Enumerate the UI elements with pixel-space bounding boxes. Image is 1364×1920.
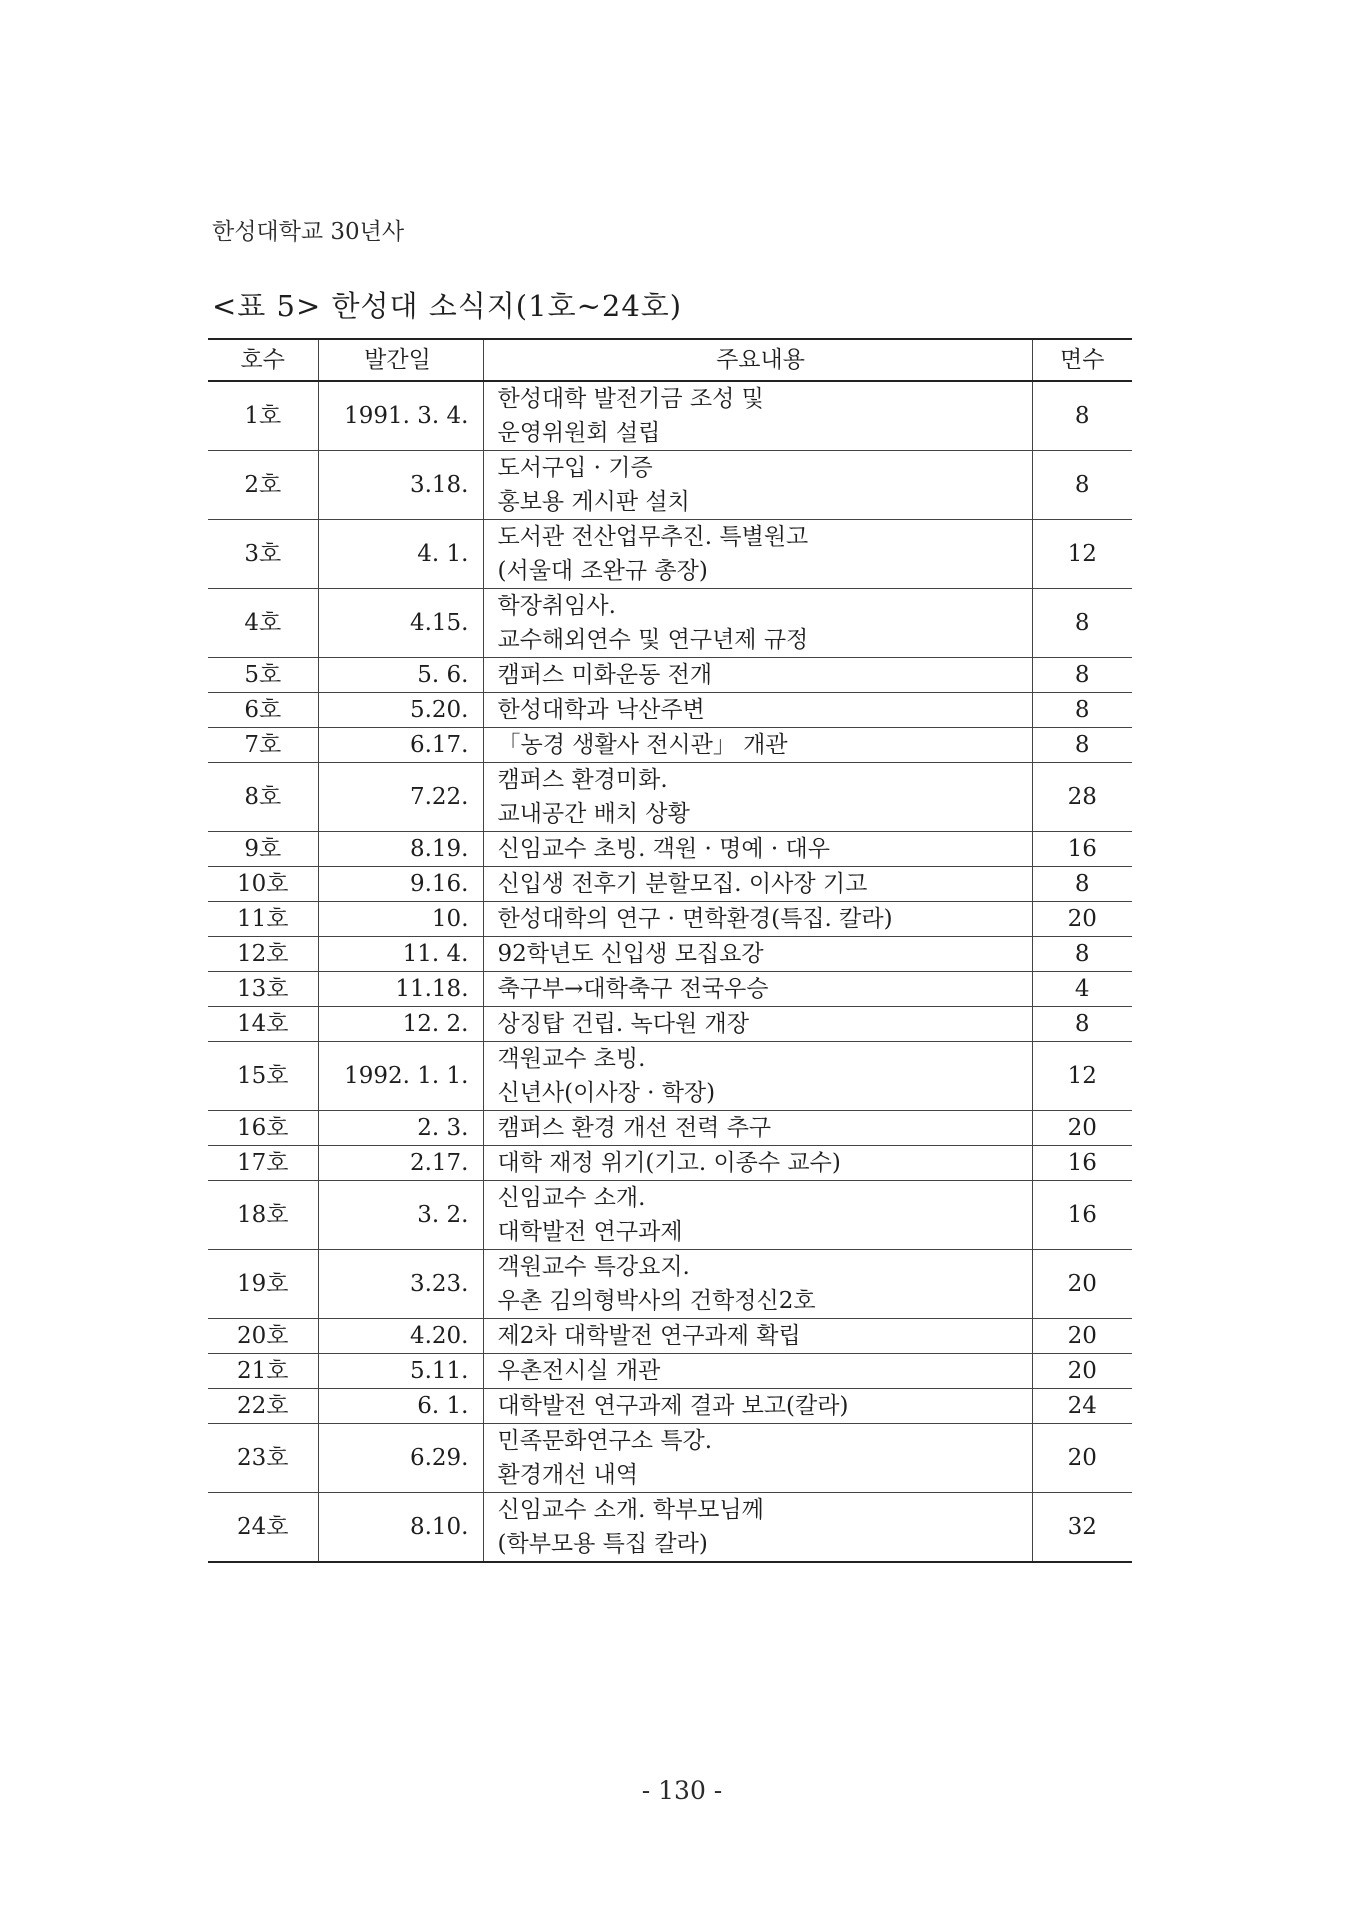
issue-content-cell bbox=[483, 1493, 1032, 1563]
issue-number-cell: 10호 bbox=[208, 867, 318, 902]
issue-number-cell: 12호 bbox=[208, 937, 318, 972]
content-line: (학부모용 특집 칼라) bbox=[497, 1531, 708, 1557]
issue-number-cell: 8호 bbox=[208, 763, 318, 832]
content-line: 축구부→대학축구 전국우승 bbox=[497, 976, 769, 1002]
issue-date-cell: 6. 1. bbox=[318, 1389, 483, 1424]
content-line: 한성대학의 연구 · 면학환경(특집. 칼라) bbox=[497, 906, 893, 932]
page-count-cell: 8 bbox=[1032, 1007, 1132, 1042]
page-count-cell: 32 bbox=[1032, 1493, 1132, 1563]
table-row bbox=[208, 589, 1132, 658]
issue-content-cell bbox=[483, 1424, 1032, 1493]
page-count-cell: 8 bbox=[1032, 867, 1132, 902]
page-count-cell: 8 bbox=[1032, 937, 1132, 972]
content-line: 교수해외연수 및 연구년제 규정 bbox=[497, 627, 809, 653]
content-line: 「농경 생활사 전시관」 개관 bbox=[497, 732, 788, 758]
issue-content-cell bbox=[483, 972, 1032, 1007]
issue-date-cell: 8.10. bbox=[318, 1493, 483, 1563]
issue-number-cell: 2호 bbox=[208, 451, 318, 520]
table-row bbox=[208, 1111, 1132, 1146]
page-count-cell: 16 bbox=[1032, 832, 1132, 867]
issue-content-cell bbox=[483, 1007, 1032, 1042]
issue-number-cell: 5호 bbox=[208, 658, 318, 693]
issue-content-cell bbox=[483, 451, 1032, 520]
page-count-cell: 12 bbox=[1032, 1042, 1132, 1111]
issue-number-cell: 6호 bbox=[208, 693, 318, 728]
column-header-issue-no: 호수 bbox=[208, 339, 318, 381]
issue-date-cell: 11. 4. bbox=[318, 937, 483, 972]
content-line: 신년사(이사장 · 학장) bbox=[497, 1080, 716, 1106]
table-row bbox=[208, 1007, 1132, 1042]
issue-number-cell: 20호 bbox=[208, 1319, 318, 1354]
content-line: 대학발전 연구과제 bbox=[497, 1219, 683, 1245]
issue-content-cell bbox=[483, 1319, 1032, 1354]
issue-number-cell: 17호 bbox=[208, 1146, 318, 1181]
issue-number-cell: 23호 bbox=[208, 1424, 318, 1493]
issue-date-cell: 12. 2. bbox=[318, 1007, 483, 1042]
issue-date-cell: 6.17. bbox=[318, 728, 483, 763]
table-row bbox=[208, 937, 1132, 972]
issue-content-cell bbox=[483, 763, 1032, 832]
column-header-date: 발간일 bbox=[318, 339, 483, 381]
table-row bbox=[208, 1424, 1132, 1493]
issue-number-cell: 18호 bbox=[208, 1181, 318, 1250]
issue-date-cell: 1992. 1. 1. bbox=[318, 1042, 483, 1111]
issue-date-cell: 2. 3. bbox=[318, 1111, 483, 1146]
content-line: 캠퍼스 환경 개선 전력 추구 bbox=[497, 1115, 772, 1141]
page-count-cell: 20 bbox=[1032, 1424, 1132, 1493]
content-line: 홍보용 게시판 설치 bbox=[497, 489, 690, 515]
page-count-cell: 8 bbox=[1032, 658, 1132, 693]
table-row bbox=[208, 728, 1132, 763]
table-caption: <표 5> 한성대 소식지(1호~24호) bbox=[212, 289, 683, 323]
issue-number-cell: 24호 bbox=[208, 1493, 318, 1563]
content-line: 우촌 김의형박사의 건학정신2호 bbox=[497, 1288, 816, 1314]
table-row bbox=[208, 1389, 1132, 1424]
table-row bbox=[208, 1493, 1132, 1563]
issue-date-cell: 7.22. bbox=[318, 763, 483, 832]
content-line: 우촌전시실 개관 bbox=[497, 1358, 661, 1384]
content-line: 객원교수 특강요지. bbox=[497, 1254, 690, 1280]
issue-content-cell bbox=[483, 1181, 1032, 1250]
page-count-cell: 16 bbox=[1032, 1146, 1132, 1181]
page-count-cell: 16 bbox=[1032, 1181, 1132, 1250]
issue-date-cell: 2.17. bbox=[318, 1146, 483, 1181]
issue-content-cell bbox=[483, 1354, 1032, 1389]
issue-date-cell: 3.23. bbox=[318, 1250, 483, 1319]
content-line: (서울대 조완규 총장) bbox=[497, 558, 708, 584]
page-count-cell: 20 bbox=[1032, 902, 1132, 937]
content-line: 학장취임사. bbox=[497, 593, 616, 619]
table-row bbox=[208, 832, 1132, 867]
table-row bbox=[208, 1250, 1132, 1319]
issue-content-cell bbox=[483, 1389, 1032, 1424]
issue-number-cell: 1호 bbox=[208, 381, 318, 451]
issue-date-cell: 4.20. bbox=[318, 1319, 483, 1354]
content-line: 신임교수 초빙. 객원 · 명예 · 대우 bbox=[497, 836, 830, 862]
content-line: 도서관 전산업무추진. 특별원고 bbox=[497, 524, 809, 550]
content-line: 대학 재정 위기(기고. 이종수 교수) bbox=[497, 1150, 841, 1176]
issue-content-cell bbox=[483, 867, 1032, 902]
content-line: 민족문화연구소 특강. bbox=[497, 1428, 713, 1454]
content-line: 객원교수 초빙. bbox=[497, 1046, 646, 1072]
content-line: 교내공간 배치 상황 bbox=[497, 801, 690, 827]
column-header-pages: 면수 bbox=[1032, 339, 1132, 381]
table-row bbox=[208, 867, 1132, 902]
page-count-cell: 4 bbox=[1032, 972, 1132, 1007]
issue-content-cell bbox=[483, 658, 1032, 693]
issue-date-cell: 8.19. bbox=[318, 832, 483, 867]
issue-content-cell bbox=[483, 1146, 1032, 1181]
issue-content-cell bbox=[483, 937, 1032, 972]
table-row bbox=[208, 763, 1132, 832]
newsletter-table bbox=[208, 338, 1132, 1563]
table-row bbox=[208, 1354, 1132, 1389]
page-count-cell: 12 bbox=[1032, 520, 1132, 589]
issue-date-cell: 11.18. bbox=[318, 972, 483, 1007]
page-count-cell: 8 bbox=[1032, 589, 1132, 658]
issue-content-cell bbox=[483, 728, 1032, 763]
table-row bbox=[208, 451, 1132, 520]
issue-date-cell: 4. 1. bbox=[318, 520, 483, 589]
issue-number-cell: 16호 bbox=[208, 1111, 318, 1146]
content-line: 환경개선 내역 bbox=[497, 1462, 639, 1488]
table-row bbox=[208, 972, 1132, 1007]
issue-content-cell bbox=[483, 1250, 1032, 1319]
issue-date-cell: 5.11. bbox=[318, 1354, 483, 1389]
issue-number-cell: 21호 bbox=[208, 1354, 318, 1389]
issue-number-cell: 11호 bbox=[208, 902, 318, 937]
issue-content-cell bbox=[483, 381, 1032, 451]
issue-content-cell bbox=[483, 693, 1032, 728]
page-count-cell: 20 bbox=[1032, 1319, 1132, 1354]
issue-content-cell bbox=[483, 1042, 1032, 1111]
issue-number-cell: 3호 bbox=[208, 520, 318, 589]
content-line: 운영위원회 설립 bbox=[497, 420, 661, 446]
page-count-cell: 8 bbox=[1032, 381, 1132, 451]
issue-date-cell: 1991. 3. 4. bbox=[318, 381, 483, 451]
content-line: 제2차 대학발전 연구과제 확립 bbox=[497, 1323, 801, 1349]
page-count-cell: 24 bbox=[1032, 1389, 1132, 1424]
table-row bbox=[208, 1181, 1132, 1250]
running-header: 한성대학교 30년사 bbox=[212, 219, 405, 245]
issue-number-cell: 19호 bbox=[208, 1250, 318, 1319]
page-number: - 130 - bbox=[641, 1776, 723, 1805]
table-row bbox=[208, 520, 1132, 589]
table-body bbox=[208, 381, 1132, 1562]
page-count-cell: 20 bbox=[1032, 1354, 1132, 1389]
issue-content-cell bbox=[483, 1111, 1032, 1146]
issue-number-cell: 14호 bbox=[208, 1007, 318, 1042]
table-container bbox=[208, 338, 1132, 1563]
table-header-row bbox=[208, 339, 1132, 381]
page-count-cell: 20 bbox=[1032, 1250, 1132, 1319]
issue-date-cell: 9.16. bbox=[318, 867, 483, 902]
content-line: 캠퍼스 환경미화. bbox=[497, 767, 668, 793]
issue-date-cell: 4.15. bbox=[318, 589, 483, 658]
issue-date-cell: 3.18. bbox=[318, 451, 483, 520]
issue-number-cell: 9호 bbox=[208, 832, 318, 867]
issue-content-cell bbox=[483, 902, 1032, 937]
issue-date-cell: 10. bbox=[318, 902, 483, 937]
issue-number-cell: 15호 bbox=[208, 1042, 318, 1111]
table-row bbox=[208, 381, 1132, 451]
issue-date-cell: 5. 6. bbox=[318, 658, 483, 693]
page-count-cell: 20 bbox=[1032, 1111, 1132, 1146]
content-line: 한성대학과 낙산주변 bbox=[497, 697, 705, 723]
issue-number-cell: 4호 bbox=[208, 589, 318, 658]
content-line: 캠퍼스 미화운동 전개 bbox=[497, 662, 713, 688]
content-line: 대학발전 연구과제 결과 보고(칼라) bbox=[497, 1393, 849, 1419]
table-row bbox=[208, 658, 1132, 693]
page-count-cell: 8 bbox=[1032, 728, 1132, 763]
issue-number-cell: 13호 bbox=[208, 972, 318, 1007]
issue-number-cell: 22호 bbox=[208, 1389, 318, 1424]
table-row bbox=[208, 1146, 1132, 1181]
issue-content-cell bbox=[483, 589, 1032, 658]
content-line: 한성대학 발전기금 조성 및 bbox=[497, 386, 764, 412]
issue-date-cell: 6.29. bbox=[318, 1424, 483, 1493]
table-row bbox=[208, 1042, 1132, 1111]
table-row bbox=[208, 693, 1132, 728]
content-line: 신임교수 소개. bbox=[497, 1185, 646, 1211]
content-line: 신입생 전후기 분할모집. 이사장 기고 bbox=[497, 871, 868, 897]
table-row bbox=[208, 902, 1132, 937]
issue-date-cell: 3. 2. bbox=[318, 1181, 483, 1250]
page-count-cell: 8 bbox=[1032, 451, 1132, 520]
content-line: 92학년도 신입생 모집요강 bbox=[497, 941, 764, 967]
content-line: 도서구입 · 기증 bbox=[497, 455, 653, 481]
page-count-cell: 28 bbox=[1032, 763, 1132, 832]
issue-content-cell bbox=[483, 832, 1032, 867]
table-row bbox=[208, 1319, 1132, 1354]
issue-number-cell: 7호 bbox=[208, 728, 318, 763]
content-line: 신임교수 소개. 학부모님께 bbox=[497, 1497, 764, 1523]
issue-content-cell bbox=[483, 520, 1032, 589]
content-line: 상징탑 건립. 녹다원 개장 bbox=[497, 1011, 749, 1037]
issue-date-cell: 5.20. bbox=[318, 693, 483, 728]
page-count-cell: 8 bbox=[1032, 693, 1132, 728]
column-header-content: 주요내용 bbox=[483, 339, 1032, 381]
